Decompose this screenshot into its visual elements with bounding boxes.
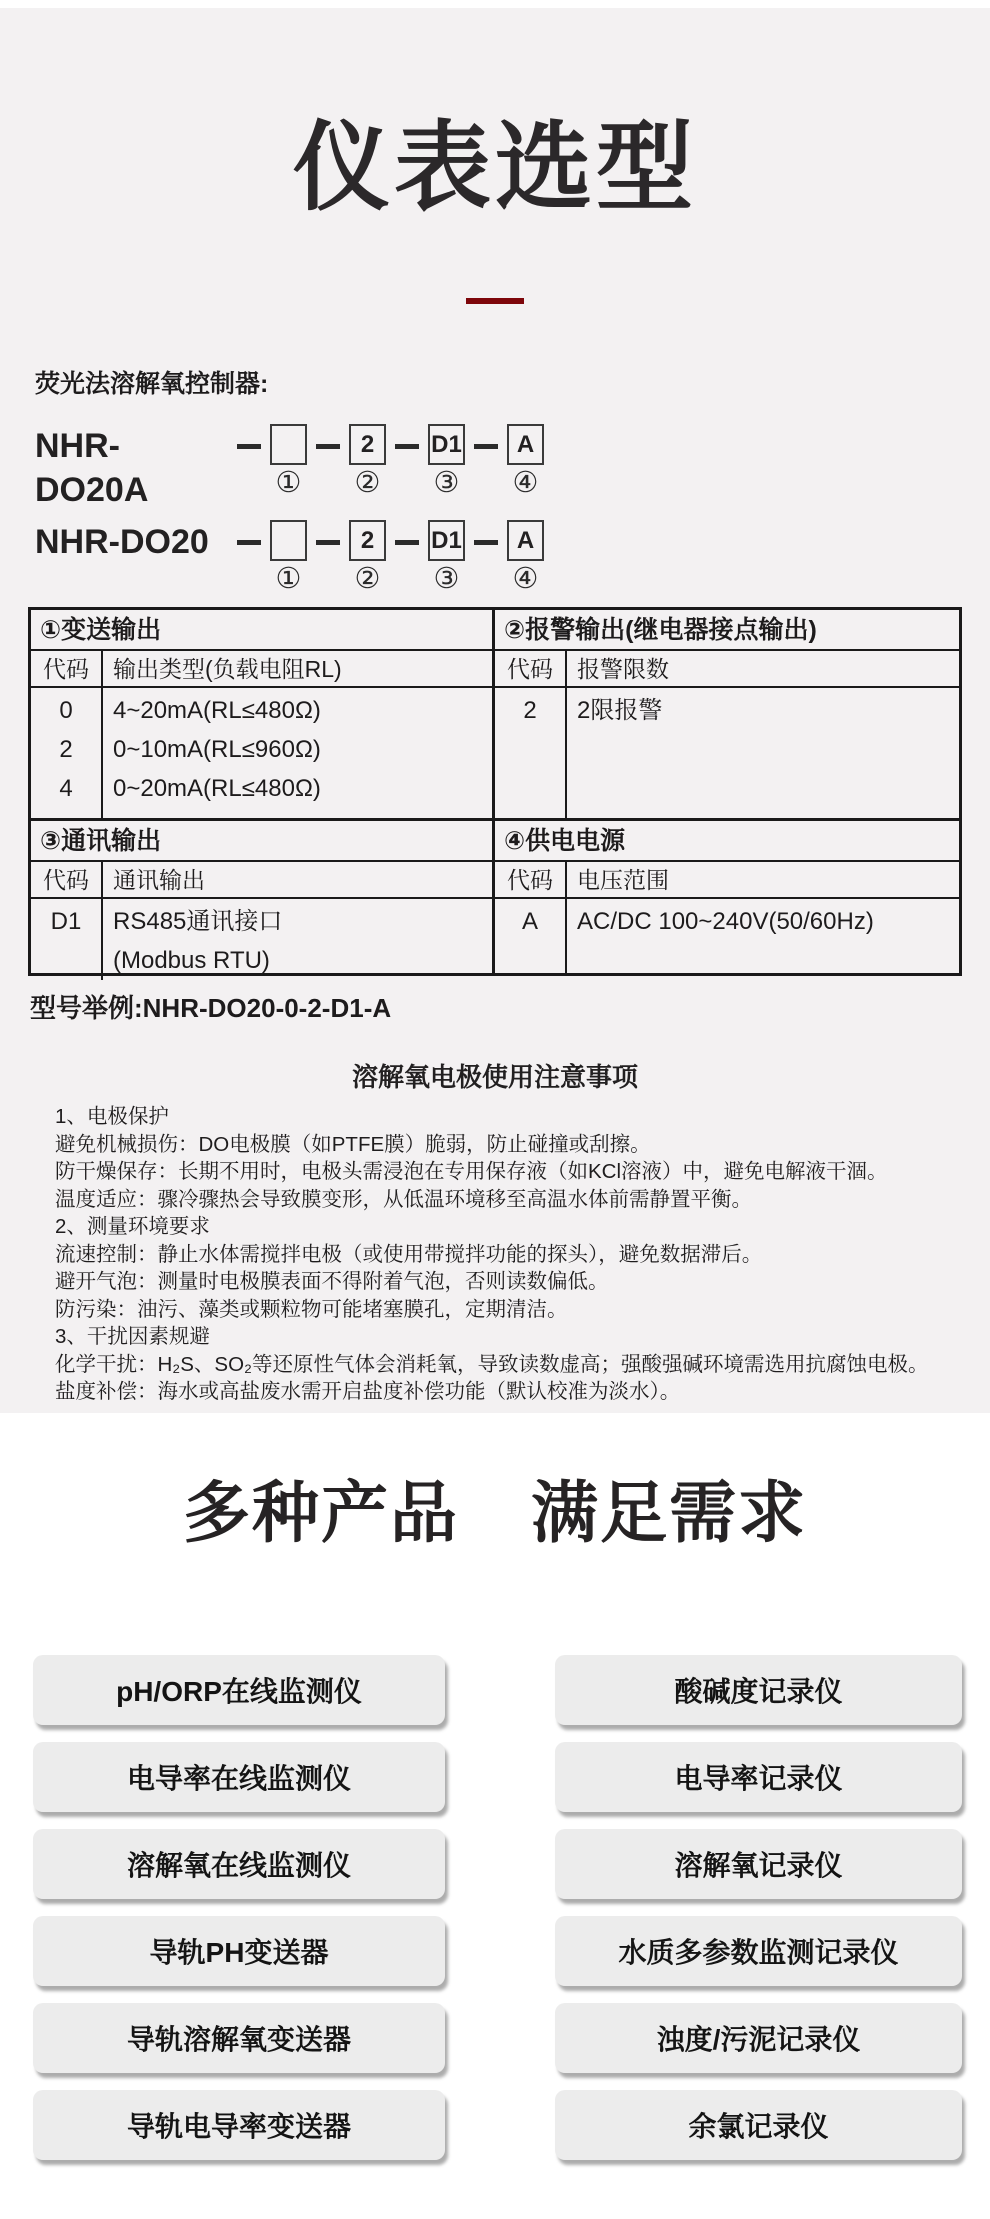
value-cells <box>103 688 492 818</box>
code-slot-4 <box>507 520 544 595</box>
note-line: 避免机械损伤：DO电极膜（如PTFE膜）脆弱，防止碰撞或刮擦。 <box>55 1132 651 1156</box>
value-cell: RS485通讯接口 <box>113 908 283 935</box>
note-line: 3、干扰因素规避 <box>55 1325 210 1348</box>
value-cells <box>567 688 959 818</box>
code-column-header: 代码 <box>495 862 567 898</box>
note-line: 盐度补偿：海水或高盐废水需开启盐度补偿功能（默认校准为淡水）。 <box>55 1380 681 1403</box>
value-cell: 4~20mA(RL≤480Ω) <box>113 697 321 724</box>
code-slot-1 <box>270 424 307 499</box>
dash-separator <box>237 444 261 449</box>
circled-number: ③ <box>433 467 460 499</box>
product-button-grid <box>33 1655 962 2160</box>
code-cell: 4 <box>59 775 73 802</box>
note-line: 流速控制：静止水体需搅拌电极（或使用带搅拌功能的探头），避免数据滞后。 <box>55 1242 763 1266</box>
product-button-conductivity-monitor[interactable]: 电导率在线监测仪 <box>33 1742 445 1812</box>
desc-column-header: 电压范围 <box>577 867 669 893</box>
model-name: NHR-DO20A <box>35 427 149 509</box>
section-title: ①变送输出 <box>31 610 492 651</box>
selection-spec-table <box>28 607 962 976</box>
code-cell: 2 <box>523 697 537 724</box>
product-row <box>33 2090 962 2160</box>
note-line: 防干燥保存：长期不用时，电极头需浸泡在专用保存液（如KCl溶液）中，避免电解液干涸。 <box>55 1160 888 1183</box>
product-row <box>33 1829 962 1899</box>
code-slot-3 <box>428 424 465 499</box>
table-block-bottom <box>31 818 959 973</box>
value-cells <box>567 899 959 973</box>
products-heading-left: 多种产品 <box>183 1476 459 1551</box>
section-body <box>495 899 959 973</box>
controller-subtitle: 荧光法溶解氧控制器: <box>35 370 269 398</box>
code-column-header: 代码 <box>31 651 103 687</box>
circled-number: ① <box>275 563 302 595</box>
value-cell: 0~10mA(RL≤960Ω) <box>113 736 321 763</box>
section-body <box>31 899 492 973</box>
code-box: A <box>507 424 544 465</box>
circled-number: ② <box>354 467 381 499</box>
column-headers <box>495 862 959 899</box>
product-row <box>33 1655 962 1725</box>
note-line: 2、测量环境要求 <box>55 1215 210 1238</box>
code-cells <box>495 899 567 973</box>
code-box: D1 <box>428 424 465 465</box>
circled-number: ① <box>275 467 302 499</box>
section-alarm-output <box>495 610 959 818</box>
desc-column-header: 输出类型(负载电阻RL) <box>113 656 342 682</box>
value-cell: 0~20mA(RL≤480Ω) <box>113 775 321 802</box>
code-box <box>270 520 307 561</box>
code-box: 2 <box>349 424 386 465</box>
section-transmission-output <box>31 610 495 818</box>
code-slot-1 <box>270 520 307 595</box>
product-button-residual-chlorine-recorder[interactable]: 余氯记录仪 <box>555 2090 962 2160</box>
notes-body <box>55 1103 950 1406</box>
products-heading-right: 满足需求 <box>531 1476 807 1551</box>
code-cells <box>495 688 567 818</box>
code-slot-2 <box>349 520 386 595</box>
code-box: D1 <box>428 520 465 561</box>
dash-separator <box>316 540 340 545</box>
code-cell: A <box>521 908 538 935</box>
code-box <box>270 424 307 465</box>
dash-separator <box>395 540 419 545</box>
circled-number: ② <box>354 563 381 595</box>
note-line: 避开气泡：测量时电极膜表面不得附着气泡，否则读数偏低。 <box>55 1270 609 1293</box>
section-body <box>31 688 492 818</box>
code-column-header: 代码 <box>495 651 567 687</box>
product-row <box>33 2003 962 2073</box>
circled-number: ④ <box>512 467 539 499</box>
products-section <box>0 1413 990 2160</box>
dash-separator <box>316 444 340 449</box>
code-cells <box>31 899 103 980</box>
section-title: ②报警输出(继电器接点输出) <box>495 610 959 651</box>
selection-section <box>0 8 990 1413</box>
section-title: ④供电电源 <box>495 821 959 862</box>
product-button-rail-dissolved-oxygen-transmitter[interactable]: 导轨溶解氧变送器 <box>33 2003 445 2073</box>
notes-heading: 溶解氧电极使用注意事项 <box>351 1062 638 1092</box>
note-line: 1、电极保护 <box>55 1105 169 1128</box>
column-headers <box>31 651 492 688</box>
table-block-top <box>31 610 959 818</box>
code-slot-4 <box>507 424 544 499</box>
note-line: 防污染：油污、藻类或颗粒物可能堵塞膜孔，定期清洁。 <box>55 1297 568 1321</box>
product-button-dissolved-oxygen-monitor[interactable]: 溶解氧在线监测仪 <box>33 1829 445 1899</box>
product-button-acidity-recorder[interactable]: 酸碱度记录仪 <box>555 1655 962 1725</box>
section-power-supply <box>495 821 959 973</box>
desc-column-header: 报警限数 <box>577 656 669 682</box>
value-cells <box>103 899 492 980</box>
dash-separator <box>474 540 498 545</box>
title-underline-divider <box>466 298 524 304</box>
code-cell: 2 <box>59 736 73 763</box>
product-button-turbidity-recorder[interactable]: 浊度/污泥记录仪 <box>555 2003 962 2073</box>
product-button-dissolved-oxygen-recorder[interactable]: 溶解氧记录仪 <box>555 1829 962 1899</box>
code-slot-3 <box>428 520 465 595</box>
code-cell: D1 <box>50 908 82 935</box>
product-button-multiparameter-recorder[interactable]: 水质多参数监测记录仪 <box>555 1916 962 1986</box>
column-headers <box>31 862 492 899</box>
code-box: 2 <box>349 520 386 561</box>
product-button-ph-orp-monitor[interactable]: pH/ORP在线监测仪 <box>33 1655 445 1725</box>
column-headers <box>495 651 959 688</box>
code-cells <box>31 688 103 818</box>
value-cell: AC/DC 100~240V(50/60Hz) <box>577 908 874 935</box>
value-cell-line2: (Modbus RTU) <box>113 947 270 974</box>
note-line: 温度适应：骤冷骤热会导致膜变形，从低温环境移至高温水体前需静置平衡。 <box>55 1187 752 1211</box>
code-column-header: 代码 <box>31 862 103 898</box>
products-heading <box>0 1413 990 1559</box>
section-body <box>495 688 959 818</box>
model-example: 型号举例:NHR-DO20-0-2-D1-A <box>30 993 392 1023</box>
product-row <box>33 1742 962 1812</box>
note-line: 化学干扰：H₂S、SO₂等还原性气体会消耗氧，导致读数虚高；强酸强碱环境需选用抗腐蚀电极。 <box>55 1352 929 1376</box>
section-communication-output <box>31 821 495 973</box>
model-code-line-2 <box>35 520 990 595</box>
model-name: NHR-DO20 <box>35 523 209 561</box>
dash-separator <box>474 444 498 449</box>
model-code-line-1 <box>35 424 990 512</box>
code-box: A <box>507 520 544 561</box>
code-cell: 0 <box>59 697 73 724</box>
dash-separator <box>237 540 261 545</box>
page-title: 仪表选型 <box>293 113 697 222</box>
product-button-conductivity-recorder[interactable]: 电导率记录仪 <box>555 1742 962 1812</box>
section-title: ③通讯输出 <box>31 821 492 862</box>
product-button-rail-ph-transmitter[interactable]: 导轨PH变送器 <box>33 1916 445 1986</box>
circled-number: ④ <box>512 563 539 595</box>
product-row <box>33 1916 962 1986</box>
desc-column-header: 通讯输出 <box>113 867 205 893</box>
product-button-rail-conductivity-transmitter[interactable]: 导轨电导率变送器 <box>33 2090 445 2160</box>
dash-separator <box>395 444 419 449</box>
value-cell: 2限报警 <box>577 697 663 724</box>
code-slot-2 <box>349 424 386 499</box>
circled-number: ③ <box>433 563 460 595</box>
